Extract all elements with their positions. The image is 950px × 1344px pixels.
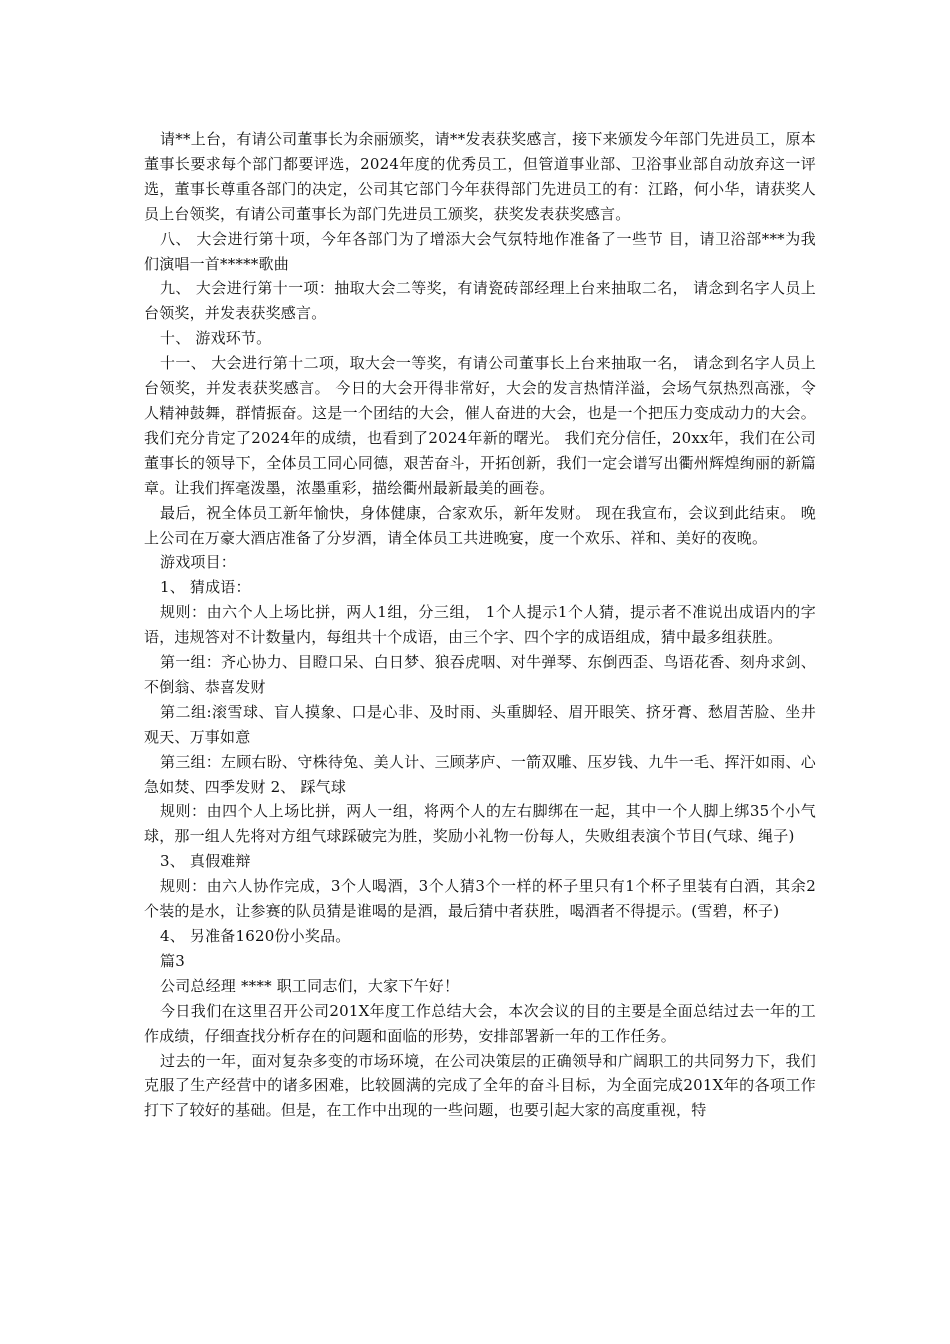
paragraph: 规则：由四个人上场比拼，两人一组，将两个人的左右脚绑在一起，其中一个人脚上绑35个小气球，那一组人先将对方组气球踩破完为胜，奖励小礼物一份每人，失败组表演个节目(气球、绳子) [144, 802, 816, 846]
paragraph: 八、 大会进行第十项，今年各部门为了增添大会气氛特地作准备了一些节 目，请卫浴部***为我们演唱一首*****歌曲 [144, 229, 816, 273]
paragraph: 公司总经理 **** 职工同志们，大家下午好！ [160, 976, 460, 995]
paragraph: 规则：由六个人上场比拼，两人1组，分三组， 1个人提示1个人猜，提示者不准说出成语内的字语，违规答对不计数量内，每组共十个成语，由三个字、四个字的成语组成，猜中最多组获胜。 [144, 603, 816, 647]
paragraph: 篇3 [160, 951, 185, 970]
paragraph: 十一、 大会进行第十二项，取大会一等奖，有请公司董事长上台来抽取一名， 请念到名字人员上台领奖，并发表获奖感言。 今日的大会开得非常好，大会的发言热情洋溢，会场气氛热烈高涨，令人精神鼓舞，群情振奋。这是一个团结的大会，催人奋进的大会，也是一个把压力变成动力的大会。我们充分肯定了2024年的成绩，也看到了2024年新的曙光。 我们充分信任，20xx年，我们在公司董事长的领导下，全体员工同心同德，艰苦奋斗，开拓创新，我们一定会谱写出衢州辉煌绚丽的新篇章。让我们挥毫泼墨，浓墨重彩，描绘衢州最新最美的画卷。 [144, 354, 816, 497]
paragraph: 过去的一年，面对复杂多变的市场环境，在公司决策层的正确领导和广阔职工的共同努力下，我们克服了生产经营中的诸多困难，比较圆满的完成了全年的奋斗目标，为全面完成201X年的各项工作打下了较好的基础。但是，在工作中出现的一些问题，也要引起大家的高度重视，特 [144, 1051, 816, 1120]
paragraph: 1、 猜成语： [160, 578, 251, 597]
paragraph: 十、 游戏环节。 [160, 329, 272, 348]
paragraph: 第二组:滚雪球、盲人摸象、口是心非、及时雨、头重脚轻、眉开眼笑、挤牙膏、愁眉苦脸、坐井观天、万事如意 [144, 702, 816, 746]
paragraph: 游戏项目： [160, 553, 237, 572]
paragraph: 3、 真假难辩 [160, 852, 251, 871]
paragraph: 最后，祝全体员工新年愉快，身体健康，合家欢乐，新年发财。 现在我宣布，会议到此结束。 晚上公司在万豪大酒店准备了分岁酒，请全体员工共进晚宴，度一个欢乐、祥和、美好的夜晚。 [144, 503, 816, 547]
paragraph: 4、 另准备1620份小奖品。 [160, 927, 351, 945]
paragraph: 请**上台，有请公司董事长为余丽颁奖，请**发表获奖感言，接下来颁发今年部门先进员工，原本董事长要求每个部门都要评选，2024年度的优秀员工，但管道事业部、卫浴事业部自动放弃这一评选，董事长尊重各部门的决定，公司其它部门今年获得部门先进员工的有：江路，何小华，请获奖人员上台领奖，有请公司董事长为部门先进员工颁奖，获奖发表获奖感言。 [144, 130, 816, 223]
paragraph: 九、 大会进行第十一项：抽取大会二等奖，有请瓷砖部经理上台来抽取二名， 请念到名字人员上台领奖，并发表获奖感言。 [144, 279, 816, 323]
paragraph: 第一组：齐心协力、目瞪口呆、白日梦、狼吞虎咽、对牛弹琴、东倒西歪、鸟语花香、刻舟求剑、不倒翁、恭喜发财 [144, 653, 816, 696]
paragraph: 第三组：左顾右盼、守株待兔、美人计、三顾茅庐、一箭双雕、压岁钱、九牛一毛、挥汗如雨、心急如焚、四季发财 2、 踩气球 [144, 752, 816, 796]
document-body [144, 127, 816, 1123]
paragraph: 规则：由六人协作完成，3个人喝酒，3个人猜3个一样的杯子里只有1个杯子里装有白酒，其余2个装的是水，让参赛的队员猜是谁喝的是酒，最后猜中者获胜，喝酒者不得提示。(雪碧，杯子) [144, 877, 816, 921]
paragraph: 今日我们在这里召开公司201X年度工作总结大会，本次会议的目的主要是全面总结过去一年的工作成绩，仔细查找分析存在的问题和面临的形势，安排部署新一年的工作任务。 [144, 1001, 816, 1045]
